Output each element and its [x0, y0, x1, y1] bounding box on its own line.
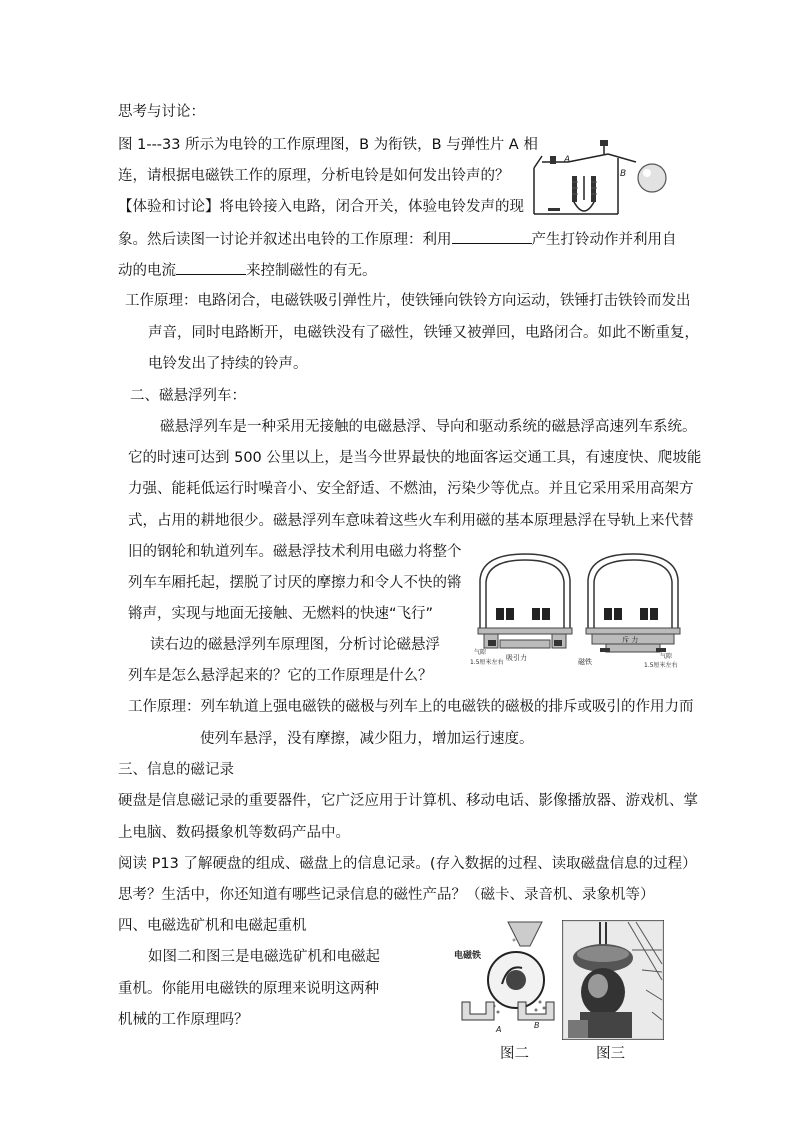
- section4-p2: 重机。你能用电磁铁的原理来说明这两种: [118, 981, 379, 997]
- section3-heading: 三、信息的磁记录: [118, 762, 234, 778]
- section2-q1: 读右边的磁悬浮列车原理图，分析讨论磁悬浮: [150, 637, 440, 653]
- fill-blank-2: [176, 260, 246, 275]
- section2-p7: 锵声，实现与地面无接触、无燃料的快速“飞行”: [128, 606, 434, 622]
- section2-principle1: 工作原理：列车轨道上强电磁铁的磁极与列车上的电磁铁的磁极的排斥或吸引的作用力而: [128, 699, 694, 715]
- maglev-gap-right: 气隙: [660, 653, 673, 660]
- maglev-repel-label: 斥 力: [622, 636, 639, 644]
- maglev-attract-label: 吸引力: [506, 654, 527, 662]
- maglev-gap-left-value: 1.5厘米左右: [470, 659, 504, 666]
- maglev-magnet-label: 磁铁: [578, 658, 592, 666]
- section1-principle-line2: 声音，同时电路断开，电磁铁没有了磁性，铁锤又被弹回，电路闭合。如此不断重复，: [148, 325, 699, 341]
- electromagnetic-crane-photo: [562, 920, 664, 1040]
- section2-principle2: 使列车悬浮，没有摩擦，减少阻力，增加运行速度。: [200, 731, 534, 747]
- section3-p3: 阅读 P13 了解硬盘的组成、磁盘上的信息记录。(存入数据的过程、读取磁盘信息的过程）: [118, 856, 697, 872]
- section4-p3: 机械的工作原理吗？: [118, 1012, 249, 1028]
- fig2-magnet-label: 电磁铁: [454, 951, 482, 961]
- section2-p1: 磁悬浮列车是一种采用无接触的电磁悬浮、导向和驱动系统的磁悬浮高速列车系统。: [160, 419, 697, 435]
- section3-p1: 硬盘是信息磁记录的重要器件，它广泛应用于计算机、移动电话、影像播放器、游戏机、掌: [118, 793, 698, 809]
- electric-bell-diagram: [528, 136, 668, 226]
- section1-exp-line2: 象。然后读图一讨论并叙述出电铃的工作原理：利用 产生打铃动作并利用自: [118, 229, 677, 250]
- section2-p2: 它的时速可达到 500 公里以上，是当今世界最快的地面客运交通工具，有速度快、爬坡能: [128, 450, 702, 466]
- section4-heading: 四、电磁选矿机和电磁起重机: [118, 918, 307, 934]
- maglev-gap-left: 气隙: [474, 649, 487, 656]
- section1-exp-line1: 【体验和讨论】将电铃接入电路，闭合开关，体验电铃发声的现: [118, 199, 524, 215]
- section3-p2: 上电脑、数码摄象机等数码产品中。: [118, 825, 350, 841]
- section1-principle-line3: 电铃发出了持续的铃声。: [148, 356, 308, 372]
- fig2-label-a: A: [496, 1025, 502, 1034]
- section2-heading: 二、磁悬浮列车：: [130, 388, 246, 404]
- fill-blank-1: [452, 229, 532, 244]
- section1-heading: 思考与讨论：: [118, 104, 205, 120]
- section1-exp-line3: 动的电流 来控制磁性的有无。: [118, 260, 377, 281]
- fig3-caption: 图三: [596, 1046, 625, 1062]
- section2-p4: 式，占用的耕地很少。磁悬浮列车意味着这些火车利用磁的基本原理悬浮在导轨上来代替: [128, 513, 694, 529]
- section4-p1: 如图二和图三是电磁选矿机和电磁起: [148, 949, 380, 965]
- bell-label-b: B: [620, 169, 627, 179]
- ore-separator-diagram: [450, 918, 560, 1042]
- fig2-label-b: B: [534, 1021, 540, 1030]
- section1-para-line2: 连，请根据电磁铁工作的原理，分析电铃是如何发出铃声的？: [118, 168, 510, 184]
- fig2-caption: 图二: [500, 1046, 529, 1062]
- bell-label-a: A: [564, 155, 571, 165]
- section2-p6: 列车车厢托起，摆脱了讨厌的摩擦力和令人不快的锵: [128, 575, 462, 591]
- section2-p5: 旧的钢轮和轨道列车。磁悬浮技术利用电磁力将整个: [128, 544, 462, 560]
- section2-p3: 力强、能耗低运行时噪音小、安全舒适、不燃油，污染少等优点。并且它采用采用高架方: [128, 481, 694, 497]
- maglev-diagram: [470, 550, 688, 670]
- section3-p4: 思考？生活中，你还知道有哪些记录信息的磁性产品？（磁卡、录音机、录象机等）: [118, 887, 655, 903]
- section2-q2: 列车是怎么悬浮起来的？它的工作原理是什么？: [128, 668, 433, 684]
- section1-principle-line1: 工作原理：电路闭合，电磁铁吸引弹性片，使铁锤向铁铃方向运动，铁锤打击铁铃而发出: [125, 293, 691, 309]
- maglev-gap-right-value: 1.5厘米左右: [644, 662, 678, 669]
- section1-para-line1: 图 1---33 所示为电铃的工作原理图，B 为衔铁，B 与弹性片 A 相: [118, 137, 538, 153]
